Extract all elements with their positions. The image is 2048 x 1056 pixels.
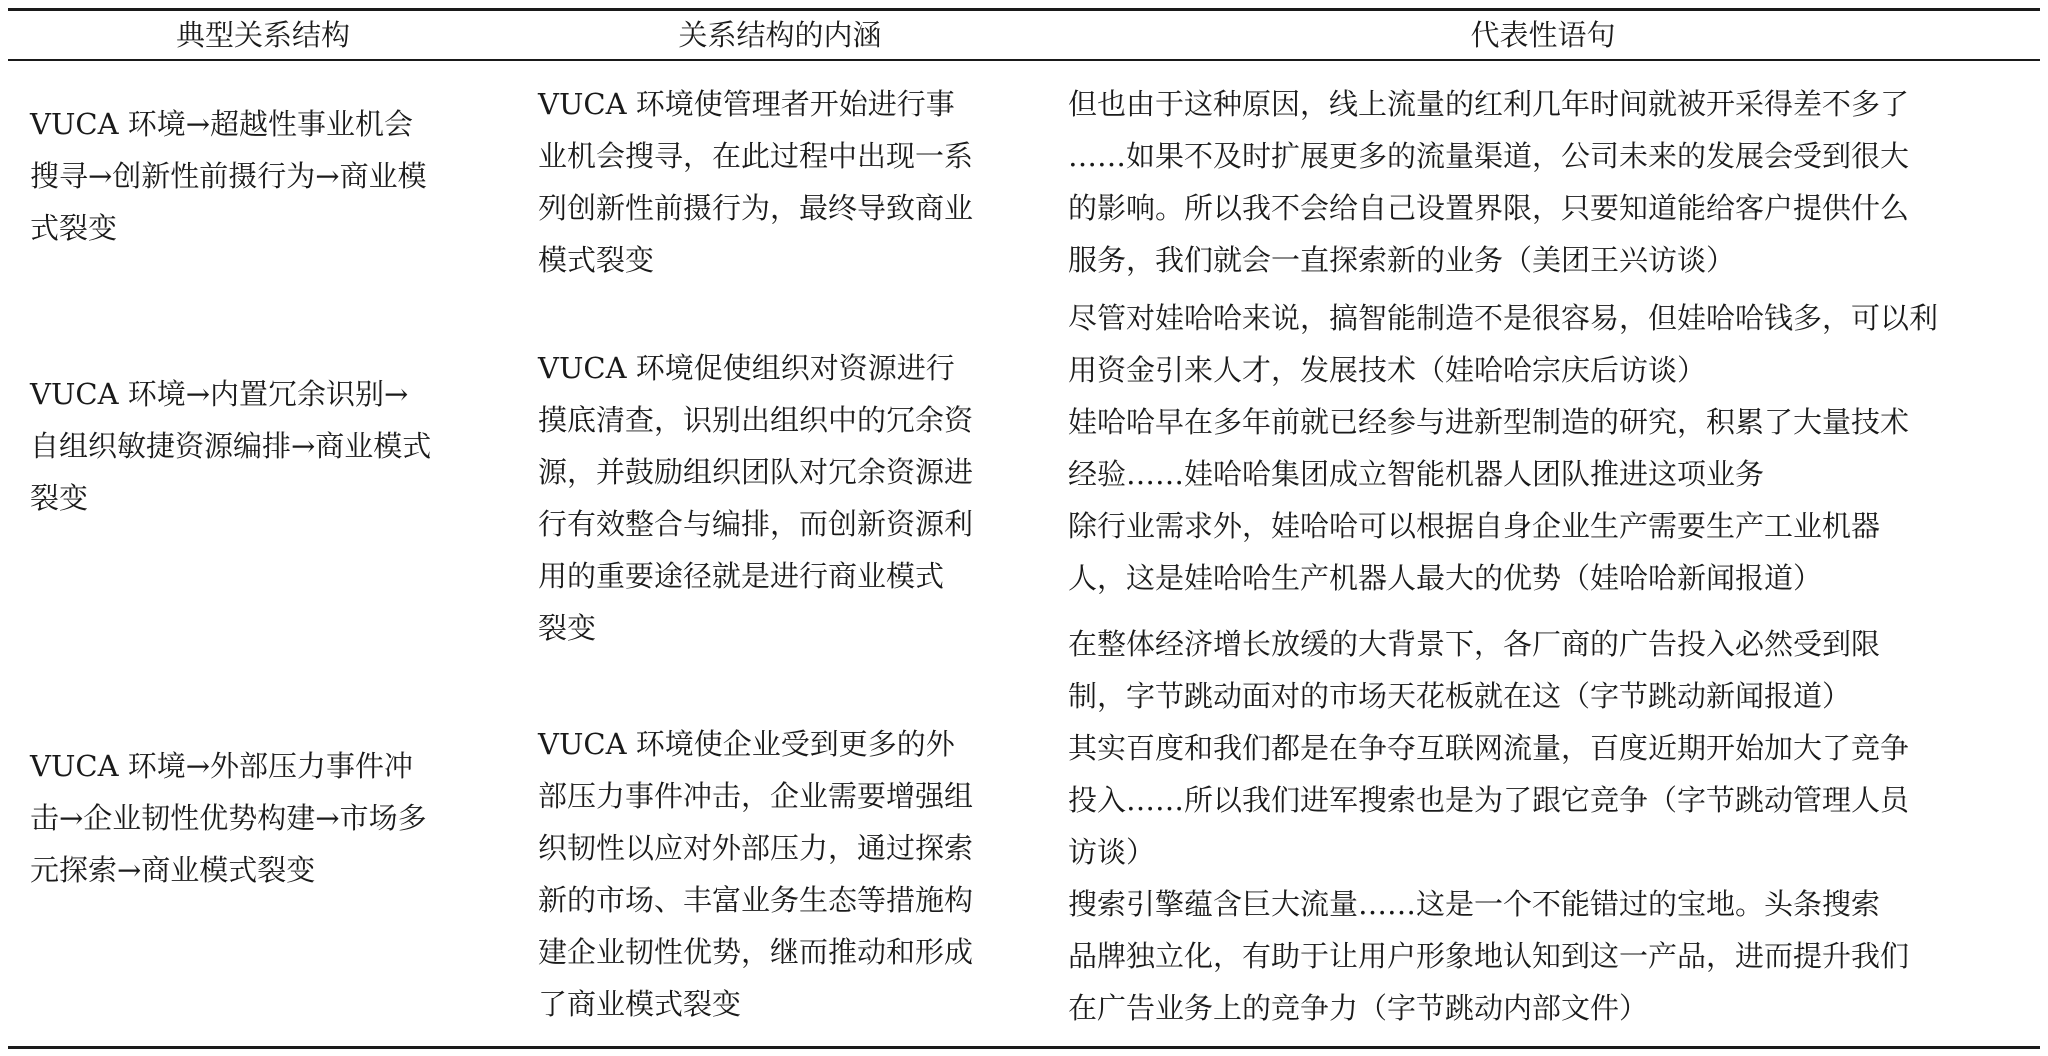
cell-line: 在整体经济增长放缓的大背景下，各厂商的广告投入必然受到限	[1068, 627, 1881, 661]
cell-line: 其实百度和我们都是在争夺互联网流量，百度近期开始加大了竞争	[1068, 731, 1910, 765]
cell-line: 尽管对娃哈哈来说，搞智能制造不是很容易，但娃哈哈钱多，可以利	[1068, 301, 1939, 335]
cell-line: 了商业模式裂变	[538, 987, 742, 1021]
cell-line: 式裂变	[30, 211, 118, 245]
cell-line: 除行业需求外，娃哈哈可以根据自身企业生产需要生产工业机器	[1068, 509, 1881, 543]
cell-line: 访谈）	[1068, 835, 1156, 869]
cell-line: 但也由于这种原因，线上流量的红利几年时间就被开采得差不多了	[1068, 87, 1910, 121]
cell-line: ……如果不及时扩展更多的流量渠道，公司未来的发展会受到很大	[1068, 139, 1910, 173]
cell-line: 娃哈哈早在多年前就已经参与进新型制造的研究，积累了大量技术	[1068, 405, 1910, 439]
cell-line: 列创新性前摄行为，最终导致商业	[538, 191, 974, 225]
cell-line: 制，字节跳动面对的市场天花板就在这（字节跳动新闻报道）	[1068, 679, 1852, 713]
row-2-meaning	[538, 342, 973, 654]
cell-line: VUCA 环境使管理者开始进行事	[538, 87, 955, 121]
cell-line: 模式裂变	[538, 243, 655, 277]
cell-line: 品牌独立化，有助于让用户形象地认知到这一产品，进而提升我们	[1068, 939, 1910, 973]
cell-line: 投入……所以我们进军搜索也是为了跟它竞争（字节跳动管理人员	[1068, 783, 1910, 817]
cell-line: 用的重要途径就是进行商业模式	[538, 559, 945, 593]
table-bottom-rule	[8, 1046, 2040, 1049]
cell-line: VUCA 环境→内置冗余识别→	[30, 377, 409, 411]
row-3-meaning	[538, 718, 973, 1030]
cell-line: VUCA 环境使企业受到更多的外	[538, 727, 955, 761]
row-3-quotes	[1068, 618, 1909, 1034]
row-1-quotes	[1068, 78, 1909, 286]
cell-line: 元探索→商业模式裂变	[30, 853, 316, 887]
cell-line: 搜寻→创新性前摄行为→商业模	[30, 159, 427, 193]
cell-line: VUCA 环境→外部压力事件冲	[30, 749, 414, 783]
cell-line: 在广告业务上的竞争力（字节跳动内部文件）	[1068, 991, 1649, 1025]
cell-line: 搜索引擎蕴含巨大流量……这是一个不能错过的宝地。头条搜索	[1068, 887, 1881, 921]
cell-line: 自组织敏捷资源编排→商业模式	[30, 429, 432, 463]
cell-line: 服务，我们就会一直探索新的业务（美团王兴访谈）	[1068, 243, 1736, 277]
header-meaning: 关系结构的内涵	[678, 18, 882, 52]
cell-line: 经验……娃哈哈集团成立智能机器人团队推进这项业务	[1068, 457, 1765, 491]
cell-line: VUCA 环境→超越性事业机会	[30, 107, 414, 141]
cell-line: 用资金引来人才，发展技术（娃哈哈宗庆后访谈）	[1068, 353, 1707, 387]
table-top-rule	[8, 8, 2040, 11]
cell-line: 新的市场、丰富业务生态等措施构	[538, 883, 974, 917]
cell-line: 业机会搜寻，在此过程中出现一系	[538, 139, 974, 173]
cell-line: VUCA 环境促使组织对资源进行	[538, 351, 955, 385]
cell-line: 建企业韧性优势，继而推动和形成	[538, 935, 974, 969]
row-1-meaning	[538, 78, 973, 286]
header-quotes: 代表性语句	[1470, 18, 1616, 52]
cell-line: 裂变	[538, 611, 597, 645]
cell-line: 织韧性以应对外部压力，通过探索	[538, 831, 974, 865]
row-2-quotes	[1068, 292, 1938, 604]
cell-line: 裂变	[30, 481, 89, 515]
cell-line: 人，这是娃哈哈生产机器人最大的优势（娃哈哈新闻报道）	[1068, 561, 1823, 595]
cell-line: 的影响。所以我不会给自己设置界限，只要知道能给客户提供什么	[1068, 191, 1910, 225]
cell-line: 击→企业韧性优势构建→市场多	[30, 801, 427, 835]
cell-line: 行有效整合与编排，而创新资源利	[538, 507, 974, 541]
cell-line: 部压力事件冲击，企业需要增强组	[538, 779, 974, 813]
row-1-structure	[30, 98, 427, 254]
row-3-structure	[30, 740, 427, 896]
cell-line: 摸底清查，识别出组织中的冗余资	[538, 403, 974, 437]
row-2-structure	[30, 368, 431, 524]
header-structure: 典型关系结构	[175, 18, 350, 52]
cell-line: 源，并鼓励组织团队对冗余资源进	[538, 455, 974, 489]
header-rule	[8, 59, 2040, 61]
